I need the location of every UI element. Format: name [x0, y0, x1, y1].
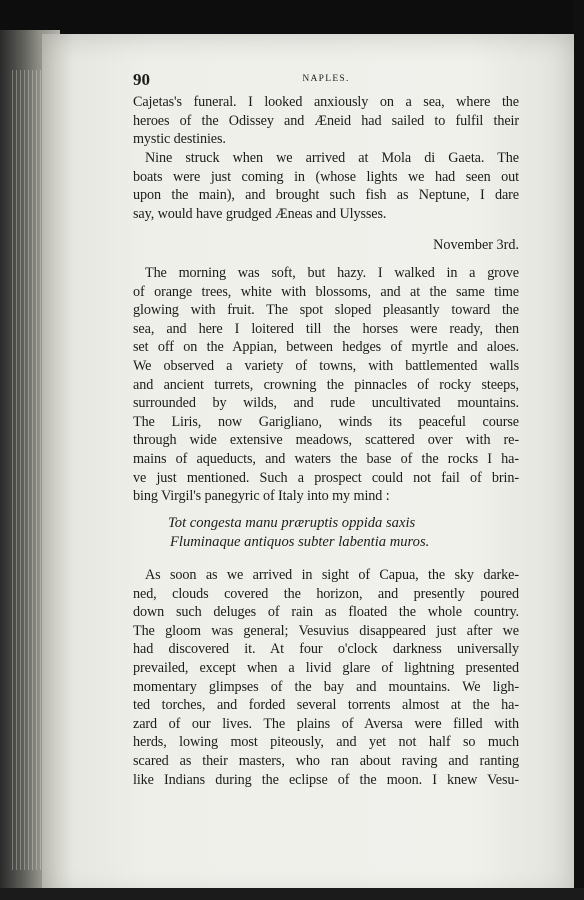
date-heading: November 3rd.: [433, 237, 519, 253]
text-line: zard of our lives. The plains of Aversa were filled with: [133, 715, 519, 732]
text-line: say, would have grudged Æneas and Ulysses.: [133, 205, 387, 222]
text-line: mystic destinies.: [133, 131, 226, 148]
paragraph-2: [133, 149, 519, 223]
text-line: momentary glimpses of the bay and mountains. We ligh-: [133, 678, 519, 695]
text-line: and ancient turrets, crowning the pinnacles of rocky steeps,: [133, 376, 519, 393]
text-line: herds, lowing most piteously, and yet not half so much: [133, 734, 519, 751]
text-line: had discovered it. At four o'clock darkness universally: [133, 641, 519, 658]
verse-line: Tot congesta manu præruptis oppida saxis: [168, 515, 416, 531]
text-line: through wide extensive meadows, scattered over with re-: [133, 432, 519, 449]
text-line: The gloom was general; Vesuvius disappeared just after we: [133, 622, 519, 639]
text-line: bing Virgil's panegyric of Italy into my mind :: [133, 488, 390, 505]
page-header: [133, 70, 519, 92]
text-line: upon the main), and brought such fish as Neptune, I dare: [133, 187, 519, 204]
text-line: surrounded by wilds, and rude uncultivated mountains.: [133, 395, 519, 412]
text-line: sea, and here I loitered till the horses were ready, then: [133, 320, 519, 337]
text-line: The morning was soft, but hazy. I walked in a grove: [145, 265, 519, 281]
text-line: of orange trees, white with blossoms, and at the same time: [133, 283, 519, 300]
text-line: down such deluges of rain as floated the whole country.: [133, 604, 519, 621]
text-line: prevailed, except when a livid glare of lightning presented: [133, 659, 519, 676]
scan-background-bottom: [0, 888, 584, 900]
text-line: glowing with fruit. The spot sloped pleasantly toward the: [133, 302, 519, 319]
text-line: ted torches, and forded several torrents almost at the ha-: [133, 697, 519, 714]
paragraph-1: [133, 93, 519, 149]
running-head: NAPLES.: [302, 74, 350, 84]
verse-line: Fluminaque antiquos subter labentia muros.: [170, 534, 430, 550]
text-line: As soon as we arrived in sight of Capua, the sky darke-: [145, 567, 519, 583]
text-line: mains of aqueducts, and waters the base of the rocks I ha-: [133, 450, 519, 467]
text-line: Cajetas's funeral. I looked anxiously on a sea, where the: [133, 94, 519, 110]
text-line: Nine struck when we arrived at Mola di Gaeta. The: [145, 150, 519, 166]
paragraph-4: [133, 566, 519, 789]
text-line: We observed a variety of towns, with battlemented walls: [133, 357, 519, 374]
page-number: 90: [133, 70, 150, 89]
text-line: The Liris, now Garigliano, winds its peaceful course: [133, 413, 519, 430]
latin-verse: [168, 514, 429, 552]
text-line: ve just mentioned. Such a prospect could not fail of brin-: [133, 469, 519, 486]
text-line: ned, clouds covered the horizon, and presently poured: [133, 585, 519, 602]
text-line: boats were just coming in (whose lights we had seen out: [133, 168, 519, 185]
scan-background-right: [574, 0, 584, 900]
text-line: like Indians during the eclipse of the moon. I knew Vesu-: [133, 771, 519, 788]
paragraph-3: [133, 264, 519, 506]
text-line: set off on the Appian, between hedges of myrtle and aloes.: [133, 339, 519, 356]
text-line: scared as their masters, who ran about raving and ranting: [133, 752, 519, 769]
text-line: heroes of the Odissey and Æneid had sailed to fulfil their: [133, 112, 519, 129]
